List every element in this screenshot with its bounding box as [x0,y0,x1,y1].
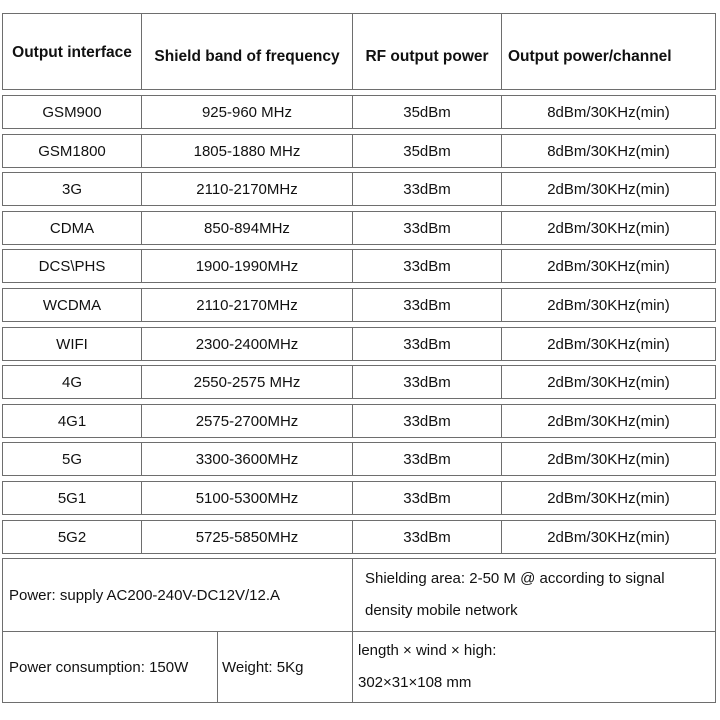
interface-cell: 4G [2,365,142,399]
band-cell: 2300-2400MHz [141,327,353,361]
rf-power-cell: 33dBm [352,442,502,476]
band-cell: 850-894MHz [141,211,353,245]
power-channel-cell: 2dBm/30KHz(min) [501,442,716,476]
weight-cell: Weight: 5Kg [217,631,353,703]
header-shield-band: Shield band of frequency [141,13,353,90]
shielding-area-line1: Shielding area: 2-50 M @ according to signal [365,570,665,587]
band-cell: 5725-5850MHz [141,520,353,554]
power-channel-cell: 2dBm/30KHz(min) [501,288,716,322]
rf-power-cell: 33dBm [352,481,502,515]
power-channel-cell: 2dBm/30KHz(min) [501,327,716,361]
power-channel-cell: 2dBm/30KHz(min) [501,211,716,245]
band-cell: 5100-5300MHz [141,481,353,515]
shielding-area-cell [352,558,716,632]
interface-cell: DCS\PHS [2,249,142,283]
dimensions-line1: length × wind × high: [358,642,497,659]
band-cell: 2575-2700MHz [141,404,353,438]
band-cell: 3300-3600MHz [141,442,353,476]
rf-power-cell: 33dBm [352,172,502,206]
interface-cell: 4G1 [2,404,142,438]
header-rf-output-power: RF output power [352,13,502,90]
dimensions-line2: 302×31×108 mm [358,674,472,691]
interface-cell: 5G1 [2,481,142,515]
rf-power-cell: 33dBm [352,249,502,283]
power-channel-cell: 2dBm/30KHz(min) [501,172,716,206]
header-output-interface: Output interface [2,13,142,90]
interface-cell: 3G [2,172,142,206]
power-channel-cell: 8dBm/30KHz(min) [501,134,716,168]
interface-cell: GSM900 [2,95,142,129]
rf-power-cell: 33dBm [352,365,502,399]
band-cell: 925-960 MHz [141,95,353,129]
power-channel-cell: 2dBm/30KHz(min) [501,404,716,438]
band-cell: 2550-2575 MHz [141,365,353,399]
rf-power-cell: 33dBm [352,211,502,245]
power-channel-cell: 2dBm/30KHz(min) [501,365,716,399]
header-output-power-channel: Output power/channel [501,13,716,90]
power-consumption-cell: Power consumption: 150W [2,631,218,703]
shielding-area-line2: density mobile network [365,602,518,619]
band-cell: 1805-1880 MHz [141,134,353,168]
interface-cell: WCDMA [2,288,142,322]
band-cell: 1900-1990MHz [141,249,353,283]
rf-power-cell: 33dBm [352,404,502,438]
interface-cell: 5G [2,442,142,476]
rf-power-cell: 33dBm [352,288,502,322]
rf-power-cell: 35dBm [352,134,502,168]
rf-power-cell: 33dBm [352,520,502,554]
power-supply-cell: Power: supply AC200-240V-DC12V/12.A [2,558,353,632]
power-channel-cell: 2dBm/30KHz(min) [501,520,716,554]
rf-power-cell: 35dBm [352,95,502,129]
power-channel-cell: 8dBm/30KHz(min) [501,95,716,129]
dimensions-cell [352,631,716,703]
rf-power-cell: 33dBm [352,327,502,361]
interface-cell: WIFI [2,327,142,361]
power-channel-cell: 2dBm/30KHz(min) [501,481,716,515]
power-channel-cell: 2dBm/30KHz(min) [501,249,716,283]
interface-cell: 5G2 [2,520,142,554]
interface-cell: GSM1800 [2,134,142,168]
band-cell: 2110-2170MHz [141,172,353,206]
interface-cell: CDMA [2,211,142,245]
band-cell: 2110-2170MHz [141,288,353,322]
